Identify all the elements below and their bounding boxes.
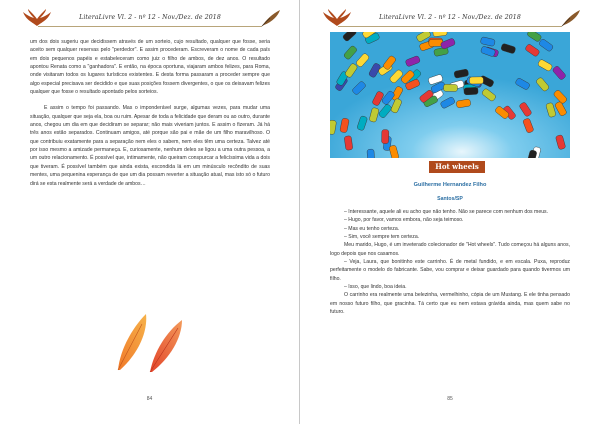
paragraph: – Hugo, por favor, vamos embora, não seja teimoso. <box>344 217 464 224</box>
header-title: LiteraLivre Vl. 2 - nº 12 - Nov./Dez. de 2018 <box>379 14 521 21</box>
header-rule <box>38 26 262 27</box>
paragraph: O carrinho era realmente uma belezinha, vermelhinho, cópia de um Mustang. E ele tinha pensado em nosso futuro filho, que gracinha. Tá certo que eu nem estava grávida ainda, mas quem sabe no futuro. <box>330 292 570 316</box>
paragraph: E assim o tempo foi passando. Mas o imponderável surge, algumas vezes, para mudar uma situação, qualquer que seja ela, boa ou ruim. Apesar de toda a felicidade que deram ou ao outro, durante anos, chegou um dia em que decidiram se separar; não mais viveriam juntos. E assim o fizeram. Já há três anos estão separados. Continuam amigos, até porque são pai e mãe de um filho maravilhoso. O que contribuiu exatamente para a separação nem eles o sabem, nem eles têm uma certeza. Talvez até por isso mesmo a amizade permaneça. E, curiosamente, nenhum deles se ligou a uma outra pessoa, a um outro relacionamento. É possível que, intimamente, não queiram conspurcar a felicíssima vida a dois que tiveram. É possível também que ainda exista, escondida lá em um minúsculo recôndito de suas mentes, uma pequenina esperança de que um dia possam reverter a situação atual, mas isto só o futuro dirá se esta realmente será a verdade de ambos… <box>30 105 270 187</box>
paragraph: – Interessante, aquele ali eu acho que não tenho. Não se parece com nenhum dos meus. <box>344 209 549 215</box>
paragraph: – Mas eu tenho certeza. <box>344 225 400 232</box>
right-page <box>300 0 600 424</box>
paragraph: – Isso, que lindo, boa ideia. <box>344 284 407 291</box>
header-title: LiteraLivre Vl. 2 - nº 12 - Nov./Dez. de 2018 <box>79 14 221 21</box>
page-number: 85 <box>447 396 453 402</box>
header-rule <box>338 26 562 27</box>
paragraph: um dos dois sugeriu que decidissem através de um sorteio, cujo resultado, qualquer que fosse, seria aceito sem qualquer reservas pelo "perdedor". E assim procederam. Escreveram o nome de cada país em dois pequenos papéis e estabeleceram como juiz o filho de ambos, de dez anos. O resultado apontou Renata como a "ganhadora". E então, na época oportuna, viajaram ambos felizes, para Roma, onde visitaram todos os lugares turísticos existentes. E desta forma passaram a proceder sempre que algo especial precisava ser decidido e que suas posições fossem divergentes, o que os deixavam felizes qualquer que fosse o resultado apontado pelos sorteios. <box>30 39 270 96</box>
right-body-text <box>330 208 570 316</box>
author-place: Santos/SP <box>437 196 463 202</box>
story-title: Hot wheels <box>429 161 485 173</box>
left-body-text <box>30 38 270 188</box>
toy-cars-photo <box>330 32 570 158</box>
paragraph: Meu marido, Hugo, é um inveterado colecionador de "Hot wheels". Tudo começou há alguns anos, logo depois que nos casamos. <box>330 242 570 257</box>
paragraph: – Veja, Laura, que bonitinho este carrinho. É de metal fundido, e em escala. Puxa, reproduz perfeitamente o modelo do fabricante. Sabe, vou comprar e deixar guardado para quando tivermos um filho. <box>330 259 570 282</box>
left-page-header <box>0 6 300 32</box>
author-name: Guilherme Hernandez Filho <box>413 182 487 188</box>
right-page-header <box>300 6 600 32</box>
quill-icon <box>560 8 582 28</box>
quill-icon <box>260 8 282 28</box>
paragraph: – Sim, você sempre tem certeza. <box>344 234 420 241</box>
feathers-icon <box>110 306 190 376</box>
page-number: 84 <box>146 396 153 402</box>
